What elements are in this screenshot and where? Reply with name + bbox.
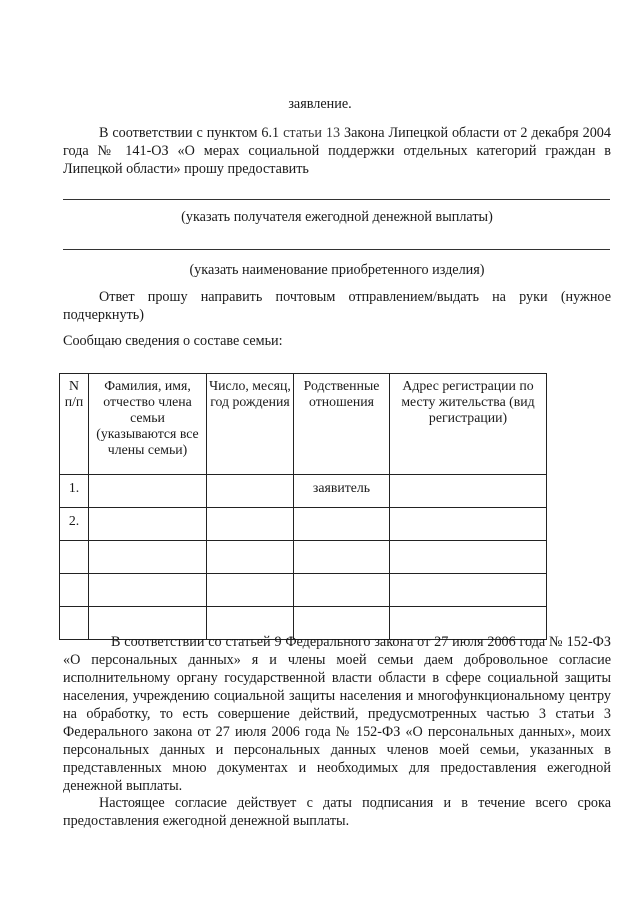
table-cell[interactable] — [207, 541, 294, 574]
item-hint: (указать наименование приобретенного изделия) — [189, 262, 485, 278]
table-row — [60, 541, 547, 574]
table-header-row — [60, 374, 547, 475]
table-cell[interactable] — [390, 574, 547, 607]
col-header-number: N п/п — [60, 374, 89, 475]
family-table — [59, 373, 547, 640]
col-header-name: Фамилия, имя, отчество члена семьи (указываются все члены семьи) — [89, 374, 207, 475]
document-heading: заявление. — [288, 96, 352, 112]
table-cell[interactable] — [390, 508, 547, 541]
table-cell[interactable] — [89, 541, 207, 574]
table-cell[interactable] — [294, 541, 390, 574]
recipient-hint: (указать получателя ежегодной денежной выплаты) — [181, 209, 493, 225]
family-intro: Сообщаю сведения о составе семьи: — [63, 333, 283, 349]
col-header-birthdate: Число, месяц, год рождения — [207, 374, 294, 475]
table-cell[interactable] — [390, 475, 547, 508]
table-cell[interactable] — [294, 574, 390, 607]
table-row — [60, 574, 547, 607]
table-cell[interactable] — [207, 475, 294, 508]
table-cell[interactable] — [207, 574, 294, 607]
validity-text: Настоящее согласие действует с даты подписания и в течение всего срока предоставления ежегодной денежной выплаты. — [63, 795, 611, 829]
validity-paragraph — [63, 794, 611, 830]
intro-paragraph — [63, 124, 611, 178]
table-cell: 1. — [60, 475, 89, 508]
table-cell[interactable] — [89, 475, 207, 508]
table-row — [60, 475, 547, 508]
item-fill-line[interactable] — [63, 249, 610, 250]
table-cell[interactable] — [89, 508, 207, 541]
table-cell[interactable] — [60, 574, 89, 607]
col-header-address: Адрес регистрации по месту жительства (вид регистрации) — [390, 374, 547, 475]
table-cell[interactable] — [294, 508, 390, 541]
article-link[interactable]: статьи 13 — [283, 125, 341, 141]
table-cell[interactable] — [60, 541, 89, 574]
answer-text: Ответ прошу направить почтовым отправлением/выдать на руки (нужное подчеркнуть) — [63, 289, 611, 323]
table-cell[interactable] — [89, 574, 207, 607]
answer-paragraph — [63, 288, 611, 324]
intro-text-start: В соответствии с пунктом 6.1 — [99, 125, 284, 141]
table-cell: заявитель — [294, 475, 390, 508]
consent-text: В соответствии со статьей 9 Федерального закона от 27 июля 2006 года № 152-ФЗ «О персональных данных» я и члены моей семьи даем добровольное согласие исполнительному органу государственной власти области в сфере социальной защиты населения, учреждению социальной защиты населения и многофункциональному центру на обработку, то есть совершение действий, предусмотренных частью 3 статьи 3 Федерального закона от 27 июля 2006 года № 152-ФЗ «О персональных данных», моих персональных данных и персональных данных членов моей семьи, указанных в представленных мною документах и необходимых для предоставления ежегодной денежной выплаты. — [63, 634, 611, 794]
recipient-fill-line[interactable] — [63, 199, 610, 200]
intro-text-end: Закона Липецкой области от 2 декабря 2004 года № 141-ОЗ «О мерах социальной поддержки отдельных категорий граждан в Липецкой области» прошу предоставить — [63, 125, 611, 177]
table-cell[interactable] — [207, 508, 294, 541]
col-header-relation: Родственные отношения — [294, 374, 390, 475]
table-row — [60, 508, 547, 541]
consent-paragraph — [63, 633, 611, 795]
table-cell: 2. — [60, 508, 89, 541]
table-cell[interactable] — [390, 541, 547, 574]
